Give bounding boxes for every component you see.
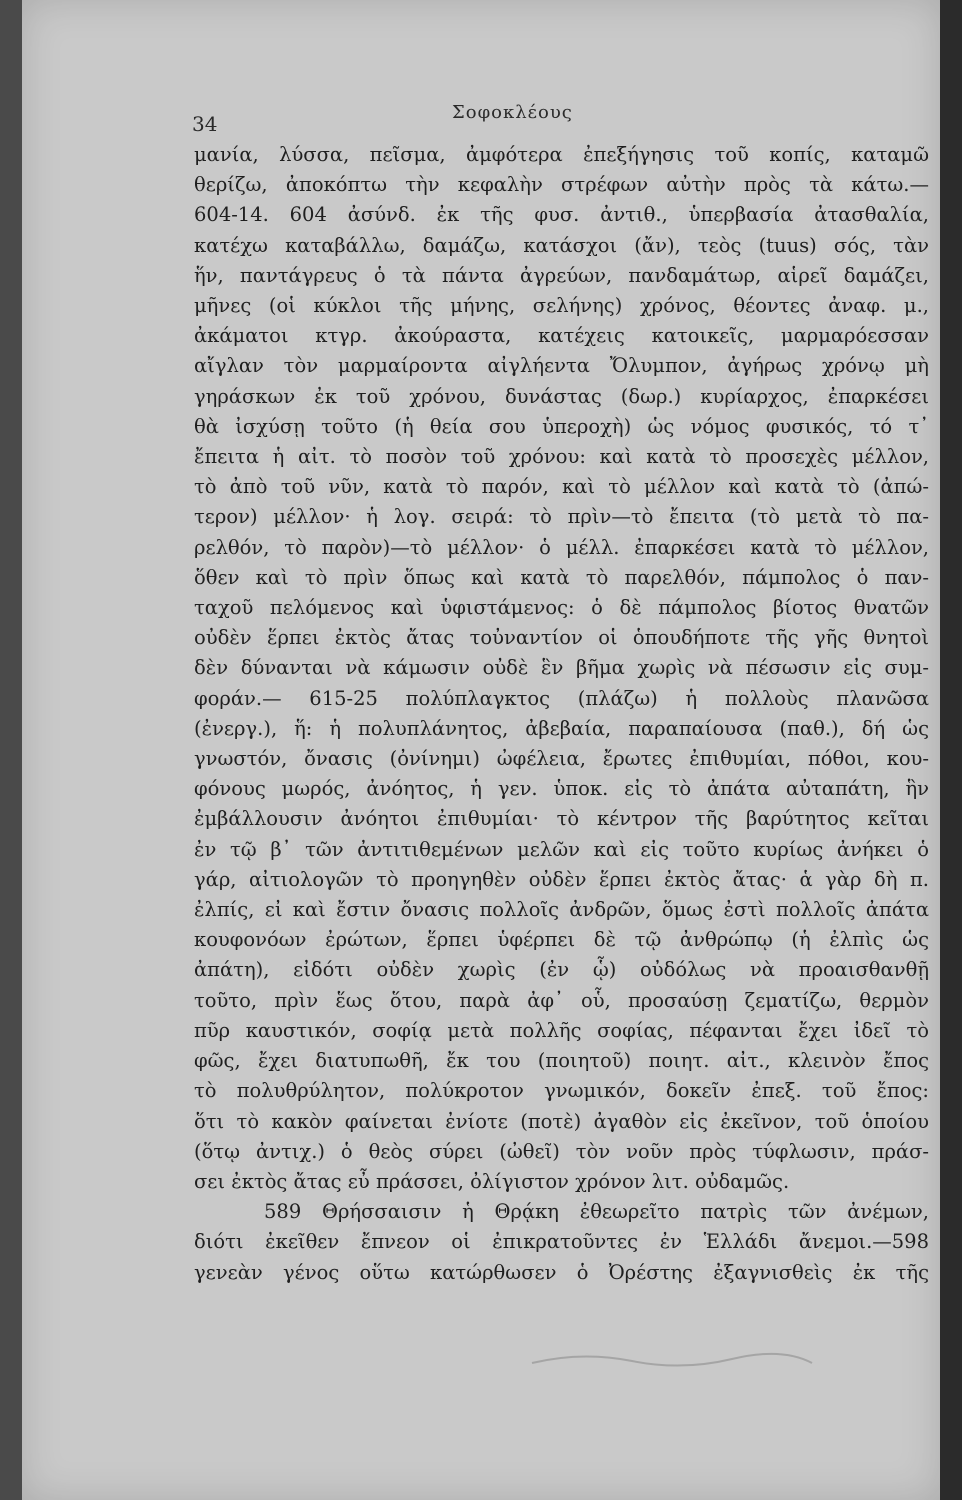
text-line: (ἐνεργ.), ἥ: ἡ πολυπλάνητος, ἀβεβαία, παραπαίουσα (παθ.), δή ὡς bbox=[194, 716, 929, 740]
page-header bbox=[22, 100, 940, 140]
bleed-through-stamp bbox=[522, 1345, 822, 1375]
text-line: ἀπάτη), εἰδότι οὐδὲν χωρὶς (ἐν ᾧ) οὐδόλως νὰ προαισθανθῇ bbox=[194, 958, 929, 982]
text-line: ἐμβάλλουσιν ἀνόητοι ἐπιθυμίαι· τὸ κέντρον τῆς βαρύτητος κεῖται bbox=[194, 807, 929, 831]
text-line: (ὅτῳ ἀντιχ.) ὁ θεὸς σύρει (ὠθεῖ) τὸν νοῦν πρὸς τύφλωσιν, πράσ- bbox=[194, 1139, 929, 1163]
text-line: φοράν.— 615-25 πολύπλαγκτος (πλάζω) ἡ πολλοὺς πλανῶσα bbox=[194, 686, 929, 710]
text-line: γάρ, αἰτιολογῶν τὸ προηγηθὲν οὐδὲν ἕρπει ἐκτὸς ἄτας· ἁ γὰρ δὴ π. bbox=[194, 867, 929, 891]
text-line: κουφονόων ἐρώτων, ἕρπει ὑφέρπει δὲ τῷ ἀνθρώπῳ (ἡ ἐλπὶς ὡς bbox=[194, 928, 929, 952]
text-line: γηράσκων ἐκ τοῦ χρόνου, δυνάστας (δωρ.) κυρίαρχος, ἐπαρκέσει bbox=[194, 384, 929, 408]
text-line: τοῦτο, πρὶν ἕως ὅτου, παρὰ ἀφ᾽ οὗ, προσαύσῃ ζεματίζω, θερμὸν bbox=[194, 988, 929, 1012]
text-line: φῶς, ἔχει διατυπωθῆ, ἔκ του (ποιητοῦ) ποιητ. αἰτ., κλεινὸν ἔπος bbox=[194, 1049, 929, 1073]
text-line: διότι ἐκεῖθεν ἔπνεον οἱ ἐπικρατοῦντες ἐν Ἑλλάδι ἄνεμοι.—598 bbox=[194, 1230, 929, 1254]
text-line: φόνους μωρός, ἀνόητος, ἡ γεν. ὑποκ. εἰς τὸ ἀπάτα αὐταπάτη, ἣν bbox=[194, 777, 929, 801]
text-line: ὅθεν καὶ τὸ πρὶν ὅπως καὶ κατὰ τὸ παρελθόν, πάμπολος ὁ παν- bbox=[194, 565, 929, 589]
text-line: θερίζω, ἀποκόπτω τὴν κεφαλὴν στρέφων αὐτὴν πρὸς τὰ κάτω.— bbox=[194, 173, 929, 197]
text-line: γνωστόν, ὄνασις (ὀνίνημι) ὠφέλεια, ἔρωτες ἐπιθυμίαι, πόθοι, κου- bbox=[194, 747, 929, 771]
text-line: τὸ ἀπὸ τοῦ νῦν, κατὰ τὸ παρόν, καὶ τὸ μέλλον καὶ κατὰ τὸ (ἀπώ- bbox=[194, 475, 929, 499]
text-line: οὐδὲν ἕρπει ἐκτὸς ἄτας τοὐναντίον οἱ ὁπουδήποτε τῆς γῆς θνητοὶ bbox=[194, 626, 929, 650]
bleed-through-mark-icon bbox=[522, 1345, 822, 1375]
text-line: 589 Θρήσσαισιν ἡ Θρᾴκη ἐθεωρεῖτο πατρὶς τῶν ἀνέμων, bbox=[264, 1200, 929, 1224]
text-line: ἐν τῷ β᾽ τῶν ἀντιτιθεμένων μελῶν καὶ εἰς τοῦτο κυρίως ἀνήκει ὁ bbox=[194, 837, 929, 861]
text-line: ἔπειτα ἡ αἰτ. τὸ ποσὸν τοῦ χρόνου: καὶ κατὰ τὸ προσεχὲς μέλλον, bbox=[194, 445, 929, 469]
commentary-text bbox=[194, 140, 929, 1288]
text-line: αἴγλαν τὸν μαρμαίροντα αἰγλήεντα Ὄλυμπον, ἀγήρως χρόνῳ μὴ bbox=[194, 354, 929, 378]
text-line: κατέχω καταβάλλω, δαμάζω, κατάσχοι (ἄν), τεὸς (tuus) σός, τὰν bbox=[194, 233, 929, 257]
text-line: ταχοῦ πελόμενος καὶ ὑφιστάμενος: ὁ δὲ πάμπολος βίοτος θνατῶν bbox=[194, 596, 929, 620]
text-line: δὲν δύνανται νὰ κάμωσιν οὐδὲ ἓν βῆμα χωρὶς νὰ πέσωσιν εἰς συμ- bbox=[194, 656, 929, 680]
text-line: ὅτι τὸ κακὸν φαίνεται ἐνίοτε (ποτὲ) ἀγαθὸν εἰς ἐκεῖνον, τοῦ ὁποίου bbox=[194, 1109, 929, 1133]
page-number: 34 bbox=[192, 112, 218, 136]
text-line: ρελθόν, τὸ παρὸν)—τὸ μέλλον· ὁ μέλλ. ἐπαρκέσει κατὰ τὸ μέλλον, bbox=[194, 535, 929, 559]
text-line: τὸ πολυθρύλητον, πολύκροτον γνωμικόν, δοκεῖν ἐπεξ. τοῦ ἔπος: bbox=[194, 1079, 929, 1103]
text-line: μῆνες (οἱ κύκλοι τῆς μήνης, σελήνης) χρόνος, θέοντες ἀναφ. μ., bbox=[194, 294, 929, 318]
scan-right-margin bbox=[940, 0, 962, 1500]
text-line: μανία, λύσσα, πεῖσμα, ἀμφότερα ἐπεξήγησις τοῦ κοπίς, καταμῶ bbox=[194, 143, 929, 166]
text-line: 604-14. 604 ἀσύνδ. ἐκ τῆς φυσ. ἀντιθ., ὑπερβασία ἀτασθαλία, bbox=[194, 203, 929, 227]
text-line: ἀκάματοι κτγρ. ἀκούραστα, κατέχεις κατοικεῖς, μαρμαρόεσσαν bbox=[194, 324, 929, 348]
text-line: γενεὰν γένος οὕτω κατώρθωσεν ὁ Ὀρέστης ἐξαγνισθεὶς ἐκ τῆς bbox=[194, 1260, 929, 1284]
text-line: ἥν, παντάγρευς ὁ τὰ πάντα ἀγρεύων, πανδαμάτωρ, αἱρεῖ δαμάζει, bbox=[194, 263, 929, 287]
running-head: Σοφοκλέους bbox=[452, 102, 573, 123]
text-line: θὰ ἰσχύσῃ τοῦτο (ἡ θεία σου ὑπεροχὴ) ὡς νόμος φυσικός, τό τ᾽ bbox=[194, 414, 929, 438]
book-page bbox=[22, 0, 940, 1500]
text-line: πῦρ καυστικόν, σοφίᾳ μετὰ πολλῆς σοφίας, πέφανται ἔχει ἰδεῖ τὸ bbox=[194, 1018, 929, 1042]
text-line: σει ἐκτὸς ἄτας εὖ πράσσει, ὀλίγιστον χρόνον λιτ. οὐδαμῶς. bbox=[194, 1169, 790, 1193]
text-line: ἐλπίς, εἰ καὶ ἔστιν ὄνασις πολλοῖς ἀνδρῶν, ὅμως ἐστὶ πολλοῖς ἀπάτα bbox=[194, 898, 929, 922]
scan-left-margin bbox=[0, 0, 22, 1500]
text-line: τερον) μέλλον· ἡ λογ. σειρά: τὸ πρὶν—τὸ ἔπειτα (τὸ μετὰ τὸ πα- bbox=[194, 505, 929, 529]
